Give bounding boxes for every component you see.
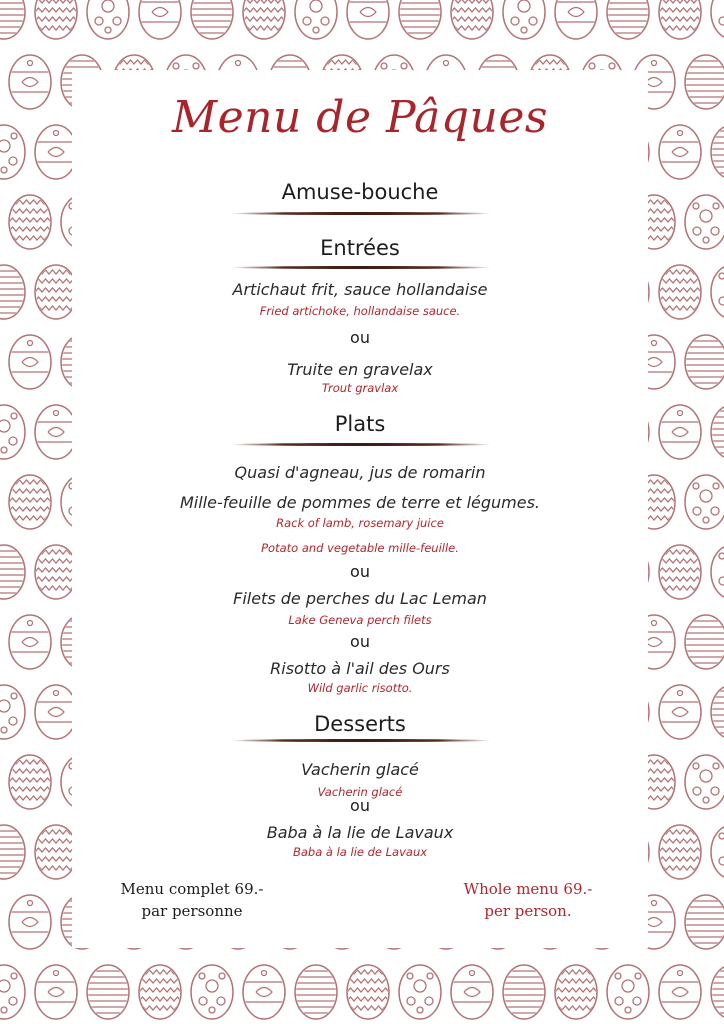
easter-egg-decoration [0, 685, 25, 739]
easter-egg-decoration [35, 405, 77, 459]
easter-egg-decoration [35, 965, 77, 1019]
easter-egg-decoration [685, 335, 724, 389]
easter-egg-decoration [0, 965, 25, 1019]
entree-artichoke-en: Fried artichoke, hollandaise sauce. [259, 304, 461, 318]
dessert-vacherin-fr: Vacherin glacé [301, 760, 419, 779]
price-english-line1: Whole menu 69.- [463, 880, 593, 898]
easter-egg-decoration [711, 405, 724, 459]
easter-egg-decoration [711, 825, 724, 879]
easter-egg-decoration [0, 825, 25, 879]
easter-egg-decoration [139, 0, 181, 39]
entree-artichoke-fr: Artichaut frit, sauce hollandaise [232, 280, 488, 299]
dessert-baba-fr: Baba à la lie de Lavaux [266, 823, 454, 842]
divider-desserts [230, 739, 492, 742]
easter-egg-decoration [35, 685, 77, 739]
easter-egg-decoration [35, 545, 77, 599]
easter-egg-decoration [555, 965, 597, 1019]
easter-egg-decoration [659, 685, 701, 739]
easter-egg-decoration [139, 965, 181, 1019]
easter-egg-decoration [685, 195, 724, 249]
easter-egg-decoration [711, 0, 724, 39]
easter-egg-decoration [243, 0, 285, 39]
easter-egg-decoration [295, 965, 337, 1019]
entree-trout-en: Trout gravlax [321, 381, 399, 395]
entree-trout-fr: Truite en gravelax [287, 360, 433, 379]
easter-egg-decoration [0, 265, 25, 319]
plat-lamb-en-line1: Rack of lamb, rosemary juice [276, 516, 444, 530]
dessert-vacherin-en: Vacherin glacé [317, 785, 403, 799]
plat-perch-fr: Filets de perches du Lac Leman [233, 589, 487, 608]
easter-egg-decoration [35, 0, 77, 39]
easter-egg-decoration [399, 0, 441, 39]
plat-risotto-en: Wild garlic risotto. [307, 681, 413, 695]
easter-egg-decoration [35, 825, 77, 879]
easter-egg-decoration [711, 125, 724, 179]
easter-egg-decoration [607, 0, 649, 39]
dessert-baba-en: Baba à la lie de Lavaux [292, 845, 428, 859]
easter-egg-decoration [399, 965, 441, 1019]
price-english-line2: per person. [484, 902, 572, 920]
easter-egg-decoration [503, 0, 545, 39]
easter-egg-decoration [0, 0, 25, 39]
easter-egg-decoration [685, 755, 724, 809]
easter-egg-decoration [659, 545, 701, 599]
easter-egg-decoration [9, 755, 51, 809]
easter-egg-decoration [0, 405, 25, 459]
easter-egg-decoration [503, 965, 545, 1019]
section-desserts: Desserts [314, 712, 406, 736]
price-french [92, 878, 292, 922]
price-french-line2: par personne [141, 902, 243, 920]
plat-risotto-fr: Risotto à l'ail des Ours [270, 659, 450, 678]
easter-egg-decoration [607, 965, 649, 1019]
divider-plats [230, 443, 492, 446]
easter-egg-decoration [659, 405, 701, 459]
easter-egg-decoration [347, 965, 389, 1019]
easter-egg-decoration [9, 475, 51, 529]
easter-egg-decoration [659, 265, 701, 319]
easter-egg-decoration [9, 895, 51, 949]
easter-egg-decoration [659, 0, 701, 39]
easter-egg-decoration [685, 895, 724, 949]
easter-egg-decoration [87, 0, 129, 39]
easter-egg-decoration [295, 0, 337, 39]
easter-egg-decoration [0, 545, 25, 599]
or-separator: ou [350, 562, 370, 581]
easter-egg-decoration [347, 0, 389, 39]
easter-egg-decoration [659, 125, 701, 179]
easter-egg-decoration [191, 965, 233, 1019]
easter-egg-decoration [87, 965, 129, 1019]
easter-egg-decoration [9, 195, 51, 249]
easter-egg-decoration [35, 125, 77, 179]
easter-egg-decoration [711, 265, 724, 319]
easter-egg-decoration [685, 475, 724, 529]
easter-egg-decoration [0, 125, 25, 179]
menu-card [72, 70, 648, 948]
easter-egg-decoration [711, 965, 724, 1019]
or-separator: ou [350, 796, 370, 815]
or-separator: ou [350, 632, 370, 651]
easter-egg-decoration [711, 685, 724, 739]
divider-amuse-bouche [230, 212, 492, 215]
section-plats: Plats [334, 412, 386, 436]
price-english [428, 878, 628, 922]
divider-entrees [230, 266, 492, 269]
easter-egg-decoration [451, 965, 493, 1019]
plat-perch-en: Lake Geneva perch filets [288, 613, 432, 627]
menu-title: Menu de Pâques [172, 92, 548, 143]
plat-lamb-en-line2: Potato and vegetable mille-feuille. [261, 541, 459, 555]
plat-lamb-fr-line1: Quasi d'agneau, jus de romarin [234, 463, 486, 482]
easter-egg-decoration [659, 965, 701, 1019]
easter-egg-decoration [35, 265, 77, 319]
section-entrees: Entrées [320, 236, 400, 260]
price-french-line1: Menu complet 69.- [120, 880, 264, 898]
easter-egg-decoration [555, 0, 597, 39]
easter-egg-decoration [659, 825, 701, 879]
plat-lamb-fr-line2: Mille-feuille de pommes de terre et légumes. [179, 493, 541, 512]
easter-egg-decoration [9, 615, 51, 669]
easter-egg-decoration [191, 0, 233, 39]
easter-egg-decoration [451, 0, 493, 39]
easter-egg-decoration [9, 55, 51, 109]
easter-egg-decoration [685, 615, 724, 669]
easter-egg-decoration [243, 965, 285, 1019]
easter-egg-decoration [685, 55, 724, 109]
easter-egg-decoration [9, 335, 51, 389]
or-separator: ou [350, 328, 370, 347]
section-amuse-bouche: Amuse-bouche [281, 180, 439, 204]
easter-egg-decoration [711, 545, 724, 599]
